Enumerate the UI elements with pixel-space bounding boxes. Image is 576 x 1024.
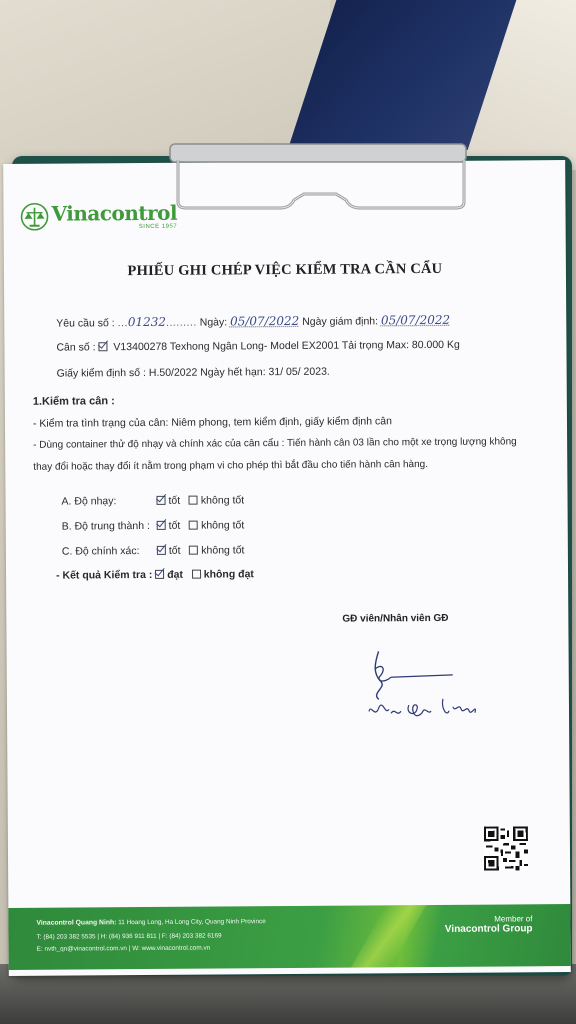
crane-checkbox — [98, 342, 107, 351]
scales-logo-icon — [19, 202, 49, 232]
result-label: - Kết quả Kiểm tra : — [56, 568, 153, 582]
inspection-date-value: 05/07/2022 — [380, 312, 451, 328]
footer-web: E: nvth_qn@vinacontrol.com.vn | W: www.vinacontrol.com.vn — [36, 944, 211, 953]
logo-since: SINCE 1957 — [138, 223, 178, 230]
vinacontrol-logo — [19, 201, 177, 232]
fail-checkbox — [192, 570, 201, 579]
good-checkbox — [157, 521, 166, 530]
crane-details: V13400278 Texhong Ngân Long- Model EX2001 Tải trọng Max: 80.000 Kg — [113, 338, 460, 354]
request-line: Yêu cầu số : ...01232......... Ngày: 05/07/2022 Ngày giám định: 05/07/2022 — [56, 312, 451, 330]
fail-label: không đạt — [203, 568, 254, 581]
check-line-2: - Dùng container thử độ nhạy và chính xác của cân cẩu : Tiến hành cân 03 lần cho một xe trọng lượng không — [33, 436, 517, 451]
footer-address-line — [36, 918, 265, 927]
certificate-line: Giấy kiểm định số : H.50/2022 Ngày hết hạn: 31/ 05/ 2023. — [56, 365, 330, 380]
request-number-value: 01232 — [127, 314, 167, 330]
inspection-date-label: Ngày giám định: — [302, 315, 379, 328]
option-accuracy — [62, 544, 245, 557]
clipboard-clip — [160, 138, 476, 218]
option-fidelity — [62, 519, 245, 532]
crane-label: Cân số : — [56, 341, 96, 354]
bad-checkbox — [189, 496, 198, 505]
option-label: B. Độ trung thành : — [61, 519, 150, 533]
check-line-3: thay đổi hoặc thay đổi ít nằm trong phạm vi cho phép thì bắt đầu cho tiến hành cân hàng. — [33, 459, 429, 473]
footer-stripe — [351, 905, 426, 968]
bad-label: không tốt — [201, 519, 245, 532]
date-label: Ngày: — [199, 316, 228, 329]
good-label: tốt — [168, 494, 181, 507]
document-title: PHIẾU GHI CHÉP VIỆC KIỂM TRA CẦN CẨU — [127, 260, 443, 280]
check-line-1: - Kiểm tra tình trạng của cân: Niêm phong, tem kiểm định, giấy kiểm định cân — [32, 415, 392, 430]
logo-name: Vinacontrol — [51, 200, 178, 226]
bad-checkbox — [189, 546, 198, 555]
pass-checkbox — [155, 570, 164, 579]
signer-title: GĐ viên/Nhân viên GĐ — [342, 612, 449, 625]
footer-address: 11 Hoang Long, Ha Long City, Quang Ninh Province — [118, 918, 266, 927]
bad-label: không tốt — [201, 544, 245, 557]
bad-label: không tốt — [200, 494, 245, 507]
good-label: tốt — [168, 519, 181, 532]
member-line-2: Vinacontrol Group — [444, 923, 533, 935]
option-label: C. Độ chính xác: — [61, 545, 140, 558]
footer-phones: T: (84) 203 382 5535 | H: (84) 936 911 811 | F: (84) 203 382 6169 — [36, 932, 222, 941]
handwritten-signature — [350, 632, 511, 733]
result-line — [56, 568, 254, 581]
member-badge — [445, 914, 533, 935]
option-label: A. Độ nhạy: — [61, 495, 117, 508]
section-heading: 1.Kiểm tra cân : — [32, 395, 115, 408]
bad-checkbox — [189, 521, 198, 530]
option-sensitivity — [61, 494, 244, 507]
crane-line — [56, 339, 459, 354]
date-value: 05/07/2022 — [230, 313, 300, 329]
document-footer — [8, 904, 570, 970]
good-checkbox — [156, 496, 165, 505]
qr-code-icon — [484, 826, 528, 870]
good-label: tốt — [168, 544, 181, 557]
member-line-1: Member of — [494, 914, 533, 924]
footer-company: Vinacontrol Quang Ninh: — [36, 919, 117, 927]
request-number-label: Yêu cầu số : — [56, 317, 115, 330]
document-paper — [3, 160, 571, 976]
pass-label: đạt — [167, 568, 184, 581]
good-checkbox — [157, 546, 166, 555]
